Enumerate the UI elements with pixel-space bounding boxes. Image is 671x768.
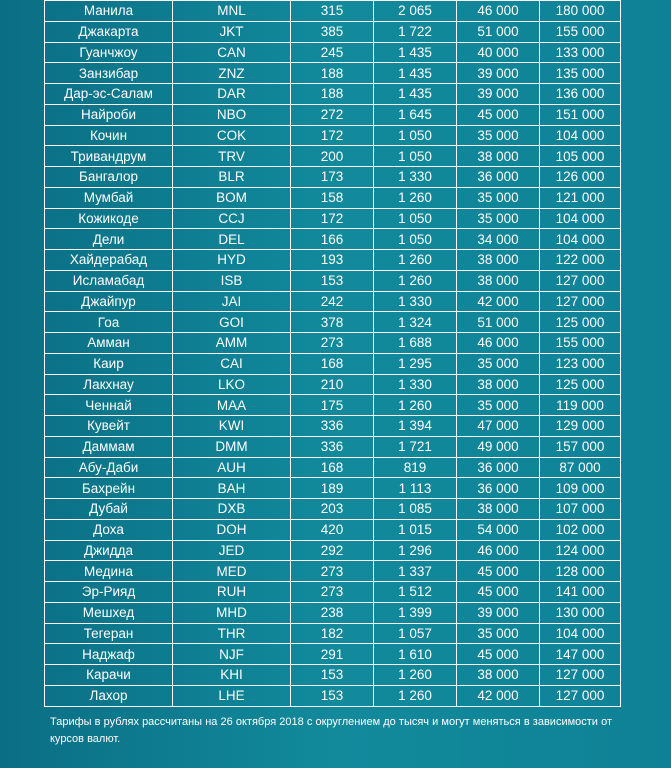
fares-table	[44, 0, 621, 707]
value-2-cell: 1 330	[374, 374, 457, 395]
city-cell: Манила	[45, 1, 173, 22]
value-4-cell: 155 000	[540, 333, 621, 354]
value-4-cell: 157 000	[540, 436, 621, 457]
value-1-cell: 336	[291, 416, 374, 437]
value-1-cell: 210	[291, 374, 374, 395]
city-cell: Мешхед	[45, 602, 173, 623]
value-2-cell: 1 337	[374, 561, 457, 582]
value-1-cell: 175	[291, 395, 374, 416]
value-4-cell: 136 000	[540, 84, 621, 105]
value-4-cell: 128 000	[540, 561, 621, 582]
city-cell: Мумбай	[45, 187, 173, 208]
table-row	[45, 42, 621, 63]
city-cell: Гоа	[45, 312, 173, 333]
value-3-cell: 45 000	[457, 644, 540, 665]
value-3-cell: 40 000	[457, 42, 540, 63]
airport-code-cell: AUH	[173, 457, 291, 478]
value-1-cell: 168	[291, 457, 374, 478]
value-3-cell: 46 000	[457, 540, 540, 561]
value-3-cell: 35 000	[457, 208, 540, 229]
value-4-cell: 123 000	[540, 353, 621, 374]
value-3-cell: 38 000	[457, 250, 540, 271]
table-row	[45, 478, 621, 499]
value-3-cell: 38 000	[457, 146, 540, 167]
airport-code-cell: CAI	[173, 353, 291, 374]
value-4-cell: 122 000	[540, 250, 621, 271]
value-4-cell: 124 000	[540, 540, 621, 561]
value-3-cell: 38 000	[457, 270, 540, 291]
value-2-cell: 1 296	[374, 540, 457, 561]
value-2-cell: 819	[374, 457, 457, 478]
airport-code-cell: CAN	[173, 42, 291, 63]
city-cell: Карачи	[45, 665, 173, 686]
table-row	[45, 602, 621, 623]
table-row	[45, 623, 621, 644]
value-1-cell: 172	[291, 208, 374, 229]
value-4-cell: 87 000	[540, 457, 621, 478]
value-3-cell: 45 000	[457, 582, 540, 603]
value-4-cell: 155 000	[540, 21, 621, 42]
value-4-cell: 102 000	[540, 519, 621, 540]
value-1-cell: 273	[291, 561, 374, 582]
city-cell: Джайпур	[45, 291, 173, 312]
value-3-cell: 38 000	[457, 374, 540, 395]
value-4-cell: 107 000	[540, 499, 621, 520]
value-4-cell: 147 000	[540, 644, 621, 665]
city-cell: Хайдерабад	[45, 250, 173, 271]
value-1-cell: 292	[291, 540, 374, 561]
city-cell: Кожикоде	[45, 208, 173, 229]
city-cell: Найроби	[45, 104, 173, 125]
value-2-cell: 1 050	[374, 208, 457, 229]
value-1-cell: 172	[291, 125, 374, 146]
value-4-cell: 119 000	[540, 395, 621, 416]
airport-code-cell: ISB	[173, 270, 291, 291]
value-1-cell: 153	[291, 685, 374, 706]
city-cell: Кочин	[45, 125, 173, 146]
table-row	[45, 685, 621, 706]
table-row	[45, 519, 621, 540]
value-1-cell: 166	[291, 229, 374, 250]
value-3-cell: 42 000	[457, 291, 540, 312]
value-4-cell: 133 000	[540, 42, 621, 63]
table-row	[45, 1, 621, 22]
value-2-cell: 1 324	[374, 312, 457, 333]
airport-code-cell: DMM	[173, 436, 291, 457]
table-row	[45, 104, 621, 125]
airport-code-cell: JAI	[173, 291, 291, 312]
value-2-cell: 1 435	[374, 63, 457, 84]
city-cell: Доха	[45, 519, 173, 540]
airport-code-cell: DXB	[173, 499, 291, 520]
value-3-cell: 49 000	[457, 436, 540, 457]
value-1-cell: 200	[291, 146, 374, 167]
city-cell: Джидда	[45, 540, 173, 561]
city-cell: Гуанчжоу	[45, 42, 173, 63]
value-3-cell: 39 000	[457, 602, 540, 623]
airport-code-cell: RUH	[173, 582, 291, 603]
value-1-cell: 153	[291, 270, 374, 291]
value-2-cell: 1 610	[374, 644, 457, 665]
value-2-cell: 1 688	[374, 333, 457, 354]
value-2-cell: 1 394	[374, 416, 457, 437]
value-2-cell: 1 260	[374, 250, 457, 271]
value-2-cell: 1 435	[374, 84, 457, 105]
value-2-cell: 1 330	[374, 167, 457, 188]
city-cell: Даммам	[45, 436, 173, 457]
value-2-cell: 1 260	[374, 270, 457, 291]
value-3-cell: 38 000	[457, 499, 540, 520]
table-row	[45, 353, 621, 374]
table-row	[45, 208, 621, 229]
value-3-cell: 35 000	[457, 187, 540, 208]
value-2-cell: 1 260	[374, 685, 457, 706]
value-3-cell: 39 000	[457, 63, 540, 84]
table-row	[45, 395, 621, 416]
table-row	[45, 229, 621, 250]
airport-code-cell: CCJ	[173, 208, 291, 229]
value-2-cell: 1 295	[374, 353, 457, 374]
value-4-cell: 104 000	[540, 229, 621, 250]
value-3-cell: 46 000	[457, 1, 540, 22]
value-2-cell: 1 050	[374, 146, 457, 167]
city-cell: Наджаф	[45, 644, 173, 665]
value-1-cell: 173	[291, 167, 374, 188]
value-1-cell: 336	[291, 436, 374, 457]
value-1-cell: 158	[291, 187, 374, 208]
city-cell: Джакарта	[45, 21, 173, 42]
value-1-cell: 291	[291, 644, 374, 665]
airport-code-cell: LHE	[173, 685, 291, 706]
value-4-cell: 151 000	[540, 104, 621, 125]
airport-code-cell: DOH	[173, 519, 291, 540]
airport-code-cell: BOM	[173, 187, 291, 208]
city-cell: Исламабад	[45, 270, 173, 291]
value-4-cell: 135 000	[540, 63, 621, 84]
airport-code-cell: KWI	[173, 416, 291, 437]
value-4-cell: 104 000	[540, 208, 621, 229]
city-cell: Тегеран	[45, 623, 173, 644]
airport-code-cell: KHI	[173, 665, 291, 686]
value-1-cell: 385	[291, 21, 374, 42]
value-3-cell: 51 000	[457, 312, 540, 333]
table-row	[45, 125, 621, 146]
value-4-cell: 104 000	[540, 125, 621, 146]
table-row	[45, 665, 621, 686]
value-1-cell: 188	[291, 84, 374, 105]
value-4-cell: 125 000	[540, 312, 621, 333]
value-2-cell: 1 435	[374, 42, 457, 63]
table-row	[45, 499, 621, 520]
table-row	[45, 84, 621, 105]
value-3-cell: 36 000	[457, 167, 540, 188]
value-3-cell: 35 000	[457, 395, 540, 416]
airport-code-cell: LKO	[173, 374, 291, 395]
fares-table-body	[45, 1, 621, 707]
table-row	[45, 21, 621, 42]
footnote: Тарифы в рублях рассчитаны на 26 октября 2018 с округлением до тысяч и могут меняться в зависимости от курсов валют.	[50, 716, 612, 745]
value-2-cell: 1 260	[374, 665, 457, 686]
airport-code-cell: MAA	[173, 395, 291, 416]
table-row	[45, 63, 621, 84]
value-1-cell: 420	[291, 519, 374, 540]
value-4-cell: 129 000	[540, 416, 621, 437]
value-4-cell: 130 000	[540, 602, 621, 623]
value-3-cell: 35 000	[457, 125, 540, 146]
airport-code-cell: JED	[173, 540, 291, 561]
value-3-cell: 51 000	[457, 21, 540, 42]
city-cell: Абу-Даби	[45, 457, 173, 478]
value-3-cell: 54 000	[457, 519, 540, 540]
value-1-cell: 203	[291, 499, 374, 520]
city-cell: Бангалор	[45, 167, 173, 188]
table-row	[45, 436, 621, 457]
city-cell: Бахрейн	[45, 478, 173, 499]
value-3-cell: 42 000	[457, 685, 540, 706]
value-2-cell: 1 015	[374, 519, 457, 540]
value-1-cell: 378	[291, 312, 374, 333]
value-3-cell: 45 000	[457, 104, 540, 125]
value-2-cell: 1 645	[374, 104, 457, 125]
value-1-cell: 188	[291, 63, 374, 84]
city-cell: Амман	[45, 333, 173, 354]
city-cell: Эр-Рияд	[45, 582, 173, 603]
value-3-cell: 39 000	[457, 84, 540, 105]
table-row	[45, 270, 621, 291]
airport-code-cell: TRV	[173, 146, 291, 167]
value-4-cell: 121 000	[540, 187, 621, 208]
table-row	[45, 187, 621, 208]
value-3-cell: 34 000	[457, 229, 540, 250]
city-cell: Лахор	[45, 685, 173, 706]
city-cell: Дар-эс-Салам	[45, 84, 173, 105]
value-1-cell: 182	[291, 623, 374, 644]
airport-code-cell: NBO	[173, 104, 291, 125]
value-2-cell: 1 399	[374, 602, 457, 623]
city-cell: Ченнай	[45, 395, 173, 416]
value-2-cell: 1 512	[374, 582, 457, 603]
value-4-cell: 180 000	[540, 1, 621, 22]
value-1-cell: 273	[291, 582, 374, 603]
airport-code-cell: JKT	[173, 21, 291, 42]
value-2-cell: 1 721	[374, 436, 457, 457]
table-row	[45, 146, 621, 167]
city-cell: Медина	[45, 561, 173, 582]
airport-code-cell: BLR	[173, 167, 291, 188]
value-3-cell: 36 000	[457, 457, 540, 478]
city-cell: Дубай	[45, 499, 173, 520]
value-3-cell: 38 000	[457, 665, 540, 686]
value-3-cell: 47 000	[457, 416, 540, 437]
table-row	[45, 457, 621, 478]
city-cell: Лакхнау	[45, 374, 173, 395]
value-4-cell: 109 000	[540, 478, 621, 499]
table-row	[45, 250, 621, 271]
value-4-cell: 127 000	[540, 291, 621, 312]
value-1-cell: 189	[291, 478, 374, 499]
value-1-cell: 238	[291, 602, 374, 623]
value-2-cell: 1 260	[374, 187, 457, 208]
table-row	[45, 540, 621, 561]
value-4-cell: 125 000	[540, 374, 621, 395]
city-cell: Занзибар	[45, 63, 173, 84]
value-2-cell: 1 085	[374, 499, 457, 520]
city-cell: Тривандрум	[45, 146, 173, 167]
value-2-cell: 1 113	[374, 478, 457, 499]
value-3-cell: 46 000	[457, 333, 540, 354]
airport-code-cell: MED	[173, 561, 291, 582]
value-1-cell: 245	[291, 42, 374, 63]
table-row	[45, 582, 621, 603]
airport-code-cell: AMM	[173, 333, 291, 354]
value-1-cell: 193	[291, 250, 374, 271]
value-1-cell: 168	[291, 353, 374, 374]
airport-code-cell: THR	[173, 623, 291, 644]
table-row	[45, 644, 621, 665]
airport-code-cell: MNL	[173, 1, 291, 22]
value-1-cell: 153	[291, 665, 374, 686]
value-2-cell: 1 330	[374, 291, 457, 312]
value-2-cell: 1 057	[374, 623, 457, 644]
value-3-cell: 35 000	[457, 353, 540, 374]
table-row	[45, 333, 621, 354]
value-1-cell: 272	[291, 104, 374, 125]
value-4-cell: 105 000	[540, 146, 621, 167]
value-4-cell: 141 000	[540, 582, 621, 603]
airport-code-cell: DAR	[173, 84, 291, 105]
airport-code-cell: GOI	[173, 312, 291, 333]
airport-code-cell: COK	[173, 125, 291, 146]
table-row	[45, 561, 621, 582]
value-4-cell: 104 000	[540, 623, 621, 644]
airport-code-cell: MHD	[173, 602, 291, 623]
city-cell: Кувейт	[45, 416, 173, 437]
value-2-cell: 1 050	[374, 229, 457, 250]
value-3-cell: 35 000	[457, 623, 540, 644]
city-cell: Дели	[45, 229, 173, 250]
table-row	[45, 312, 621, 333]
table-row	[45, 374, 621, 395]
airport-code-cell: BAH	[173, 478, 291, 499]
value-4-cell: 127 000	[540, 685, 621, 706]
value-3-cell: 36 000	[457, 478, 540, 499]
value-2-cell: 1 722	[374, 21, 457, 42]
table-row	[45, 167, 621, 188]
value-2-cell: 1 050	[374, 125, 457, 146]
city-cell: Каир	[45, 353, 173, 374]
value-2-cell: 2 065	[374, 1, 457, 22]
table-row	[45, 291, 621, 312]
value-4-cell: 126 000	[540, 167, 621, 188]
value-1-cell: 315	[291, 1, 374, 22]
airport-code-cell: ZNZ	[173, 63, 291, 84]
table-row	[45, 416, 621, 437]
value-1-cell: 273	[291, 333, 374, 354]
airport-code-cell: HYD	[173, 250, 291, 271]
airport-code-cell: NJF	[173, 644, 291, 665]
value-1-cell: 242	[291, 291, 374, 312]
airport-code-cell: DEL	[173, 229, 291, 250]
value-4-cell: 127 000	[540, 270, 621, 291]
value-2-cell: 1 260	[374, 395, 457, 416]
value-4-cell: 127 000	[540, 665, 621, 686]
value-3-cell: 45 000	[457, 561, 540, 582]
